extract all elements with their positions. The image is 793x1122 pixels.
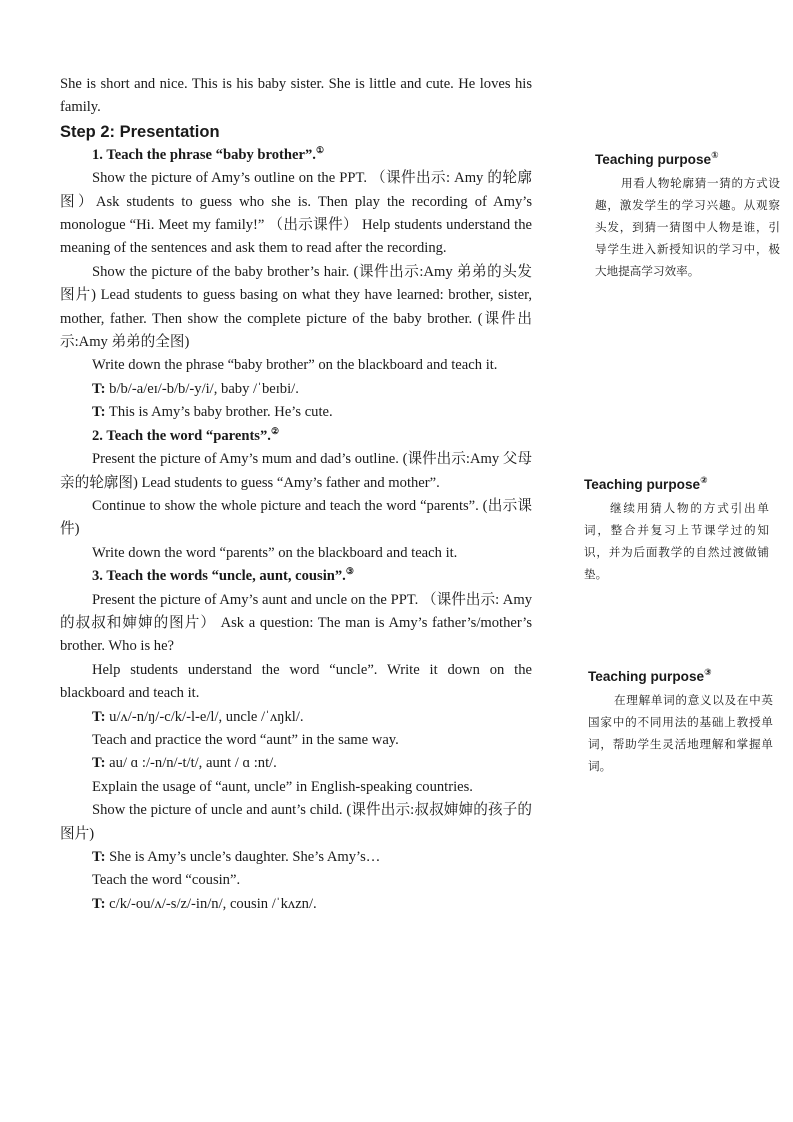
teacher-line: [60, 846, 532, 869]
section-2-heading-text: 2. Teach the word “parents”.: [92, 427, 271, 444]
note-3-body: 在理解单词的意义以及在中英国家中的不同用法的基础上教授单词，帮助学生灵活地理解和掌握单词。: [588, 693, 773, 773]
section-1-paragraph: Write down the phrase “baby brother” on the blackboard and teach it.: [92, 357, 498, 374]
teacher-label: T:: [92, 849, 106, 865]
note-1-title-text: Teaching purpose: [595, 152, 712, 167]
note-2-title: [584, 475, 769, 495]
teacher-label: T:: [92, 895, 106, 912]
section-3-paragraph: Explain the usage of “aunt, uncle” in English-speaking countries.: [92, 778, 473, 795]
note-2-body: 继续用猜人物的方式引出单词，整合并复习上节课学过的知识，并为后面教学的自然过渡做铺垫。: [584, 501, 769, 581]
section-3-paragraph: Teach and practice the word “aunt” in the same way.: [92, 731, 399, 748]
section-3-paragraph: Present the picture of Amy’s aunt and uncle on the PPT. （课件出示: Amy 的叔叔和婶婶的图片） Ask a question: The man is Amy’s father’s/mother’s brother. Who is he?: [60, 591, 532, 655]
section-2-paragraph: Present the picture of Amy’s mum and dad’s outline. (课件出示:Amy 父母亲的轮廓图) Lead students to guess “Amy’s father and mother”.: [60, 451, 532, 491]
note-1-footnote-mark: ①: [711, 150, 719, 160]
teacher-label: T:: [92, 380, 106, 397]
note-1-title: [595, 150, 780, 170]
teacher-line-text: This is Amy’s baby brother. He’s cute.: [105, 404, 333, 421]
teacher-label: T:: [92, 404, 106, 421]
intro-paragraph: She is short and nice. This is his baby sister. She is little and cute. He loves his family.: [60, 76, 532, 116]
section-1-paragraph: Show the picture of the baby brother’s hair. (课件出示:Amy 弟弟的头发图片) Lead students to guess basing on what they have learned: brother, sister, mother, father. Then show the complete picture of the baby brother. (课件出示:Amy 弟弟的全图): [60, 263, 532, 351]
teacher-line-text: u/ʌ/-n/ŋ/-c/k/-l-e/l/, uncle /ˈʌŋkl/.: [105, 708, 304, 725]
teacher-line-text: She is Amy’s uncle’s daughter. She’s Amy’s…: [105, 849, 381, 865]
teacher-line-text: c/k/-ou/ʌ/-s/z/-in/n/, cousin /ˈkʌzn/.: [105, 895, 317, 912]
note-2-footnote-mark: ②: [700, 475, 708, 485]
section-1-heading-text: 1. Teach the phrase “baby brother”.: [92, 146, 316, 163]
section-3-paragraph: Teach the word “cousin”.: [92, 872, 241, 889]
section-1-footnote-mark: ①: [315, 144, 325, 155]
section-3-paragraph: Show the picture of uncle and aunt’s child. (课件出示:叔叔婶婶的孩子的图片): [60, 802, 532, 842]
section-3-heading: [60, 565, 532, 588]
teacher-line-text: au/ ɑ :/-n/n/-t/t/, aunt / ɑ :nt/.: [105, 755, 277, 772]
main-column: [60, 73, 532, 916]
note-3-title: [588, 667, 773, 687]
teacher-line: [60, 893, 532, 916]
step-heading: Step 2: Presentation: [60, 122, 220, 141]
section-3-paragraph: Help students understand the word “uncle”. Write it down on the blackboard and teach it.: [60, 661, 532, 702]
section-2-paragraph: Continue to show the whole picture and teach the word “parents”. (出示课件): [60, 497, 532, 538]
note-2-title-text: Teaching purpose: [584, 477, 701, 492]
section-1-paragraph: Show the picture of Amy’s outline on the PPT. （课件出示: Amy 的轮廓图）Ask students to guess who she is. Then play the recording of Amy’s monologue “Hi. Meet my family!” （出示课件） Help students understand the meaning of the sentences and ask them to read after the recording.: [60, 170, 532, 257]
teaching-purpose-note-3: [588, 667, 773, 777]
teaching-purpose-note-1: [595, 150, 780, 282]
section-2-paragraph: Write down the word “parents” on the blackboard and teach it.: [92, 544, 458, 561]
note-1-body: 用看人物轮廓猜一猜的方式设趣，激发学生的学习兴趣。从观察头发，到猜一猜图中人物是谁，引导学生进入新授知识的学习中，极大地提高学习效率。: [595, 176, 780, 278]
note-3-title-text: Teaching purpose: [588, 669, 705, 684]
note-3-footnote-mark: ③: [704, 667, 712, 677]
teacher-line: [60, 706, 532, 729]
teacher-line: [60, 752, 532, 775]
section-1-heading: [60, 144, 532, 167]
teacher-label: T:: [92, 708, 106, 725]
section-2-footnote-mark: ②: [270, 425, 280, 436]
section-2-heading: [60, 425, 532, 448]
teaching-purpose-note-2: [584, 475, 769, 585]
teacher-line: [60, 401, 532, 424]
section-3-footnote-mark: ③: [345, 566, 354, 577]
teacher-label: T:: [92, 755, 106, 772]
teacher-line-text: b/b/-a/eɪ/-b/b/-y/i/, baby /ˈbeɪbi/.: [105, 380, 299, 397]
teacher-line: [60, 378, 532, 401]
section-3-heading-text: 3. Teach the words “uncle, aunt, cousin”.: [92, 568, 346, 585]
